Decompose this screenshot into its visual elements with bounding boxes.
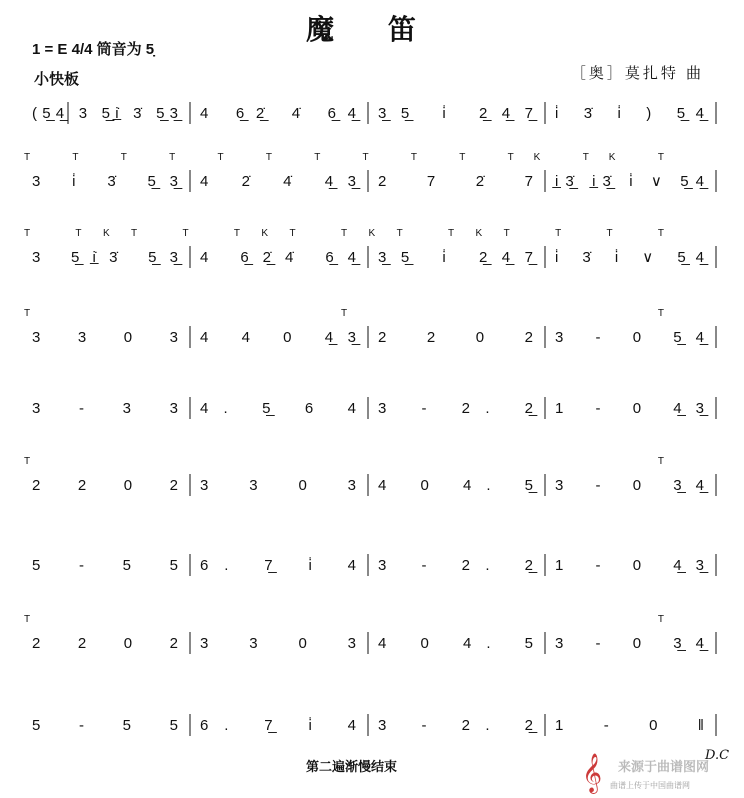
- measure: i̇ 3̇ i̇ ) 5̲4̲: [555, 105, 704, 122]
- measure: 4 6̲2̲̇4̇ 6̲4̲: [200, 249, 356, 266]
- measure: 3 - 2. 2̲: [378, 400, 533, 417]
- measure: 3 5̲i̲̇3̇ 5̲3̲: [32, 249, 178, 266]
- watermark-line-1: 来源于曲谱图网: [618, 759, 710, 774]
- measure: 1 - 0 4̲3̲: [555, 557, 704, 574]
- measure: 3 - 0 5̲4̲: [555, 329, 704, 346]
- measure: 3 - 3 3: [32, 400, 178, 417]
- measure: 3 3 0 3: [32, 329, 178, 346]
- measure: 4 0 4. 5: [378, 635, 533, 652]
- measure: 2 2 0 2: [32, 635, 178, 652]
- articulation-row: T T T: [24, 308, 664, 319]
- watermark: [582, 752, 742, 796]
- measure: 2 2 0 2: [378, 329, 533, 346]
- measure: 4 6̲2̲̇ 4̇ 6̲4̲: [200, 105, 356, 122]
- watermark-line-2: 曲谱上传于中国曲谱网: [610, 781, 690, 790]
- ending-instruction: 第二遍渐慢结束: [306, 759, 398, 774]
- key-signature: 1 = E 4/4 筒音为 5̣: [32, 41, 155, 58]
- measure: 2 2 0 2: [32, 477, 178, 494]
- measure: 3̲5̲ i̇ 2̲4̲7̲: [378, 105, 533, 122]
- articulation-row: T T: [24, 456, 664, 467]
- measure: 3 - 2. 2̲: [378, 717, 533, 734]
- measure: 6. 7̲ i̇ 4: [200, 557, 356, 574]
- measure: i̇ 3̇ i̇ ∨ 5̲4̲: [555, 249, 704, 266]
- measure: 5 - 5 5: [32, 717, 178, 734]
- measure: 1 - 0 4̲3̲: [555, 400, 704, 417]
- tempo-marking: 小快板: [34, 71, 80, 88]
- measure: (5̲4̲ 3 5̲i̲̇ 3̇ 5̲3̲: [32, 105, 178, 122]
- measure: 4. 5̲ 6 4: [200, 400, 356, 417]
- measure: 4 4 0 4̲3̲: [200, 329, 356, 346]
- da-capo-mark: D.C: [705, 748, 730, 763]
- measure: 3 3 0 3: [200, 477, 356, 494]
- measure: 3 - 0 3̲4̲: [555, 635, 704, 652]
- articulation-row: T TKT T TKT TKT TKT T T T: [24, 228, 665, 239]
- measure: 5 - 5 5: [32, 557, 178, 574]
- measure: 4 0 4. 5̲: [378, 477, 533, 494]
- measure: 3 - 2. 2̲: [378, 557, 533, 574]
- measure: 4 2̇ 4̇ 4̲3̲: [200, 173, 356, 190]
- measure: 3̲5̲ i̇ 2̲4̲7̲: [378, 249, 533, 266]
- measure: i̲3̲̇ i̲3̲̇ i̇ ∨ 5̲4̲: [555, 173, 704, 190]
- articulation-row: T T: [24, 614, 664, 625]
- measure: 3 3 0 3: [200, 635, 356, 652]
- articulation-row: T T T T T T T T T T TK TK T: [24, 152, 664, 163]
- measure: 3 - 0 3̲4̲: [555, 477, 704, 494]
- treble-clef-icon: 𝄞: [582, 754, 603, 792]
- measure: 3 i̇ 3̇ 5̲3̲: [32, 173, 178, 190]
- measure: 1 - 0 ‖: [555, 717, 704, 734]
- page-title: 魔 笛: [306, 13, 438, 46]
- measure: 6. 7̲ i̇ 4: [200, 717, 356, 734]
- composer-credit: ［奥］莫扎特 曲: [570, 65, 704, 82]
- measure: 2 7 2̇ 7: [378, 173, 533, 190]
